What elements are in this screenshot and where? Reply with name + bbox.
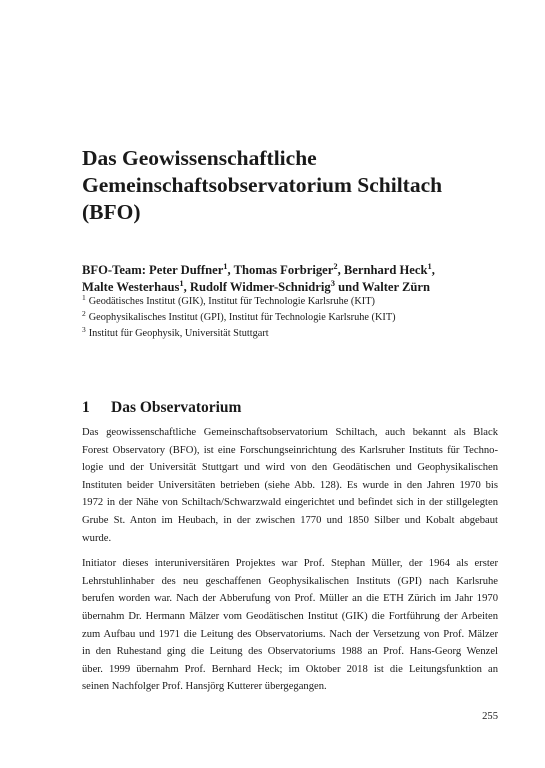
author-separator: , [337,263,344,277]
affiliation [82,294,498,310]
author-conjunction: und [334,280,363,294]
text-line: in den Ruhestand ging die Leitung des Observatoriums 1988 an Prof. Hans-Georg Wenzel [82,646,498,658]
text-line: über. 1999 übernahm Prof. Bernhard Heck; im Oktober 2018 ist die Leitungsfunktion an [82,663,498,675]
text-line: Forest Observatory (BFO), ist eine Forschungseinrichtung des Karlsruher Instituts für Techno- [82,444,498,456]
text-line: Das geowissenschaftliche Gemeinschaftsobservatorium Schiltach, auch bekannt als Black [82,427,498,438]
author-name: Rudolf Widmer-Schnidrig [189,280,331,294]
author-line [82,262,498,279]
author-name: Bernhard Heck [343,263,428,277]
affiliation-list [82,294,498,342]
chapter-title-line: (BFO) [82,200,141,224]
affiliation-marker: 1 [223,261,228,271]
text-line: 1972 in der Nähe von Schiltach/Schwarzwald eingerichtet und befindet sich in der stillgelegten [82,497,498,509]
text-line: Lehrstuhlinhaber des neu geschaffenen Geophysikalischen Instituts (GPI) nach Karlsruhe [82,575,498,587]
paragraph [82,555,498,696]
affiliation-number: 3 [82,325,86,334]
author-list [82,262,498,296]
affiliation-text: Geophysikalisches Institut (GPI), Institut für Technologie Karlsruhe (KIT) [88,312,396,323]
author-name: Thomas Forbriger [233,263,334,277]
affiliation-number: 2 [82,309,86,318]
author-separator: , [431,263,435,277]
section-number: 1 [82,398,90,416]
page-number: 255 [482,711,498,722]
affiliation-marker: 1 [179,278,184,288]
chapter-title [82,145,498,226]
text-line: zum Aufbau und 1971 die Leitung des Observatoriums. Nach der Versetzung von Prof. Mälzer [82,628,498,640]
affiliation-marker: 1 [427,261,432,271]
text-line: übernahm Dr. Hermann Mälzer vom Geodätischen Institut (GIK) die Fortführung der Arbeiten [82,610,498,622]
author-separator: , [183,280,190,294]
author-name: Walter Zürn [362,280,431,294]
affiliation-marker: 2 [333,261,338,271]
text-line: seinen Nachfolger Prof. Hansjörg Kutterer übergegangen. [82,681,327,693]
affiliation-text: Institut für Geophysik, Universität Stuttgart [88,328,269,339]
affiliation-number: 1 [82,293,86,302]
affiliation [82,310,498,326]
affiliation-marker: 3 [330,278,335,288]
affiliation-text: Geodätisches Institut (GIK), Institut für Technologie Karlsruhe (KIT) [88,296,375,307]
section-heading [82,398,498,418]
text-line: wurde. [82,532,112,544]
author-prefix: BFO-Team: [82,263,150,277]
section-title: Das Observatorium [111,398,242,416]
text-line: Instituten beider Universitäten betrieben (siehe Abb. 128). Es wurde in den Jahren 1970 bis [82,479,498,491]
text-line: Grube St. Anton im Heubach, in der zwischen 1770 und 1850 Silber und Kobalt abgebaut [82,514,498,526]
paragraph [82,424,498,547]
affiliation [82,326,498,342]
author-name: Malte Westerhaus [82,280,180,294]
author-separator: , [227,263,234,277]
section-body [82,424,498,704]
chapter-title-line: Gemeinschaftsobservatorium Schiltach [82,173,443,197]
author-name: Peter Duffner [149,263,224,277]
document-page [82,0,498,768]
text-line: berufen worden war. Nach der Abberufung von Prof. Müller an die ETH Zürich im Jahr 1970 [82,593,498,605]
chapter-title-line: Das Geowissenschaftliche [82,146,317,170]
text-line: logie und der Universität Stuttgart und wird von den Geodätischen und Geophysikalischen [82,462,498,474]
text-line: Initiator dieses interuniversitären Projektes war Prof. Stephan Müller, der 1964 als erster [82,558,498,570]
